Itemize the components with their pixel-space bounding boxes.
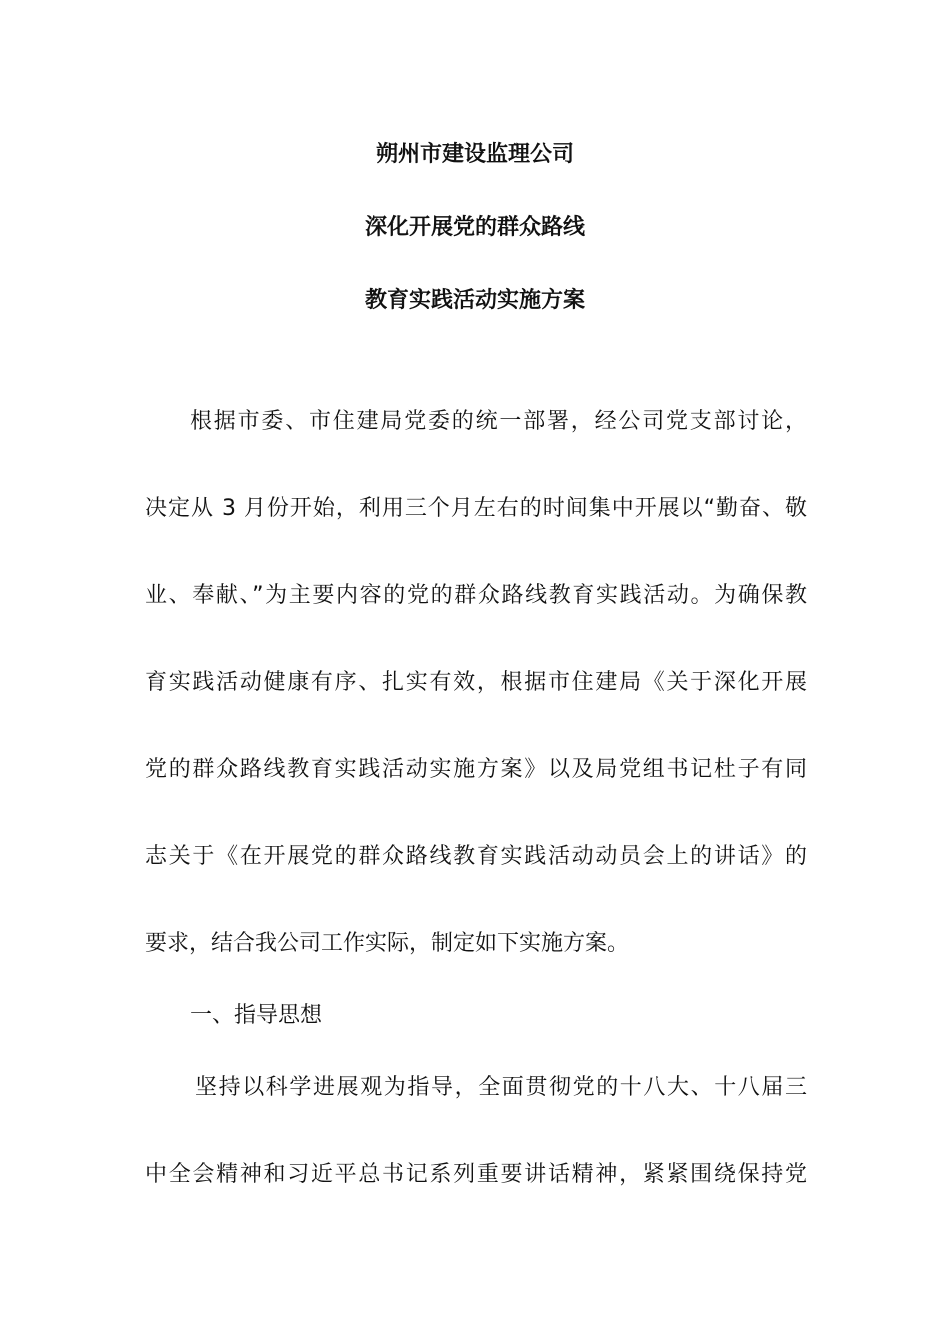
title-line-2: 深化开展党的群众路线 <box>364 215 585 240</box>
paragraph-2-line-1: 坚持以科学进展观为指导，全面贯彻党的十八大、十八届三 <box>195 1075 807 1100</box>
paragraph-1-line-3: 业、奉献、”为主要内容的党的群众路线教育实践活动。为确保教 <box>145 583 807 608</box>
paragraph-1-line-1: 根据市委、市住建局党委的统一部署，经公司党支部讨论， <box>190 409 807 434</box>
paragraph-1-line-6: 志关于《在开展党的群众路线教育实践活动动员会上的讲话》的 <box>145 844 807 869</box>
paragraph-1-line-2: 决定从 3 月份开始，利用三个月左右的时间集中开展以“勤奋、敬 <box>145 496 807 521</box>
title-line-3: 教育实践活动实施方案 <box>364 288 585 313</box>
paragraph-1-line-4: 育实践活动健康有序、扎实有效，根据市住建局《关于深化开展 <box>145 670 807 695</box>
title-line-1: 朔州市建设监理公司 <box>375 142 574 167</box>
paragraph-2-line-2: 中全会精神和习近平总书记系列重要讲话精神，紧紧围绕保持党 <box>145 1162 807 1187</box>
paragraph-1-line-7: 要求，结合我公司工作实际，制定如下实施方案。 <box>145 931 630 956</box>
section-1-heading: 一、指导思想 <box>190 1003 323 1028</box>
paragraph-1-line-5: 党的群众路线教育实践活动实施方案》以及局党组书记杜子有同 <box>145 757 807 782</box>
